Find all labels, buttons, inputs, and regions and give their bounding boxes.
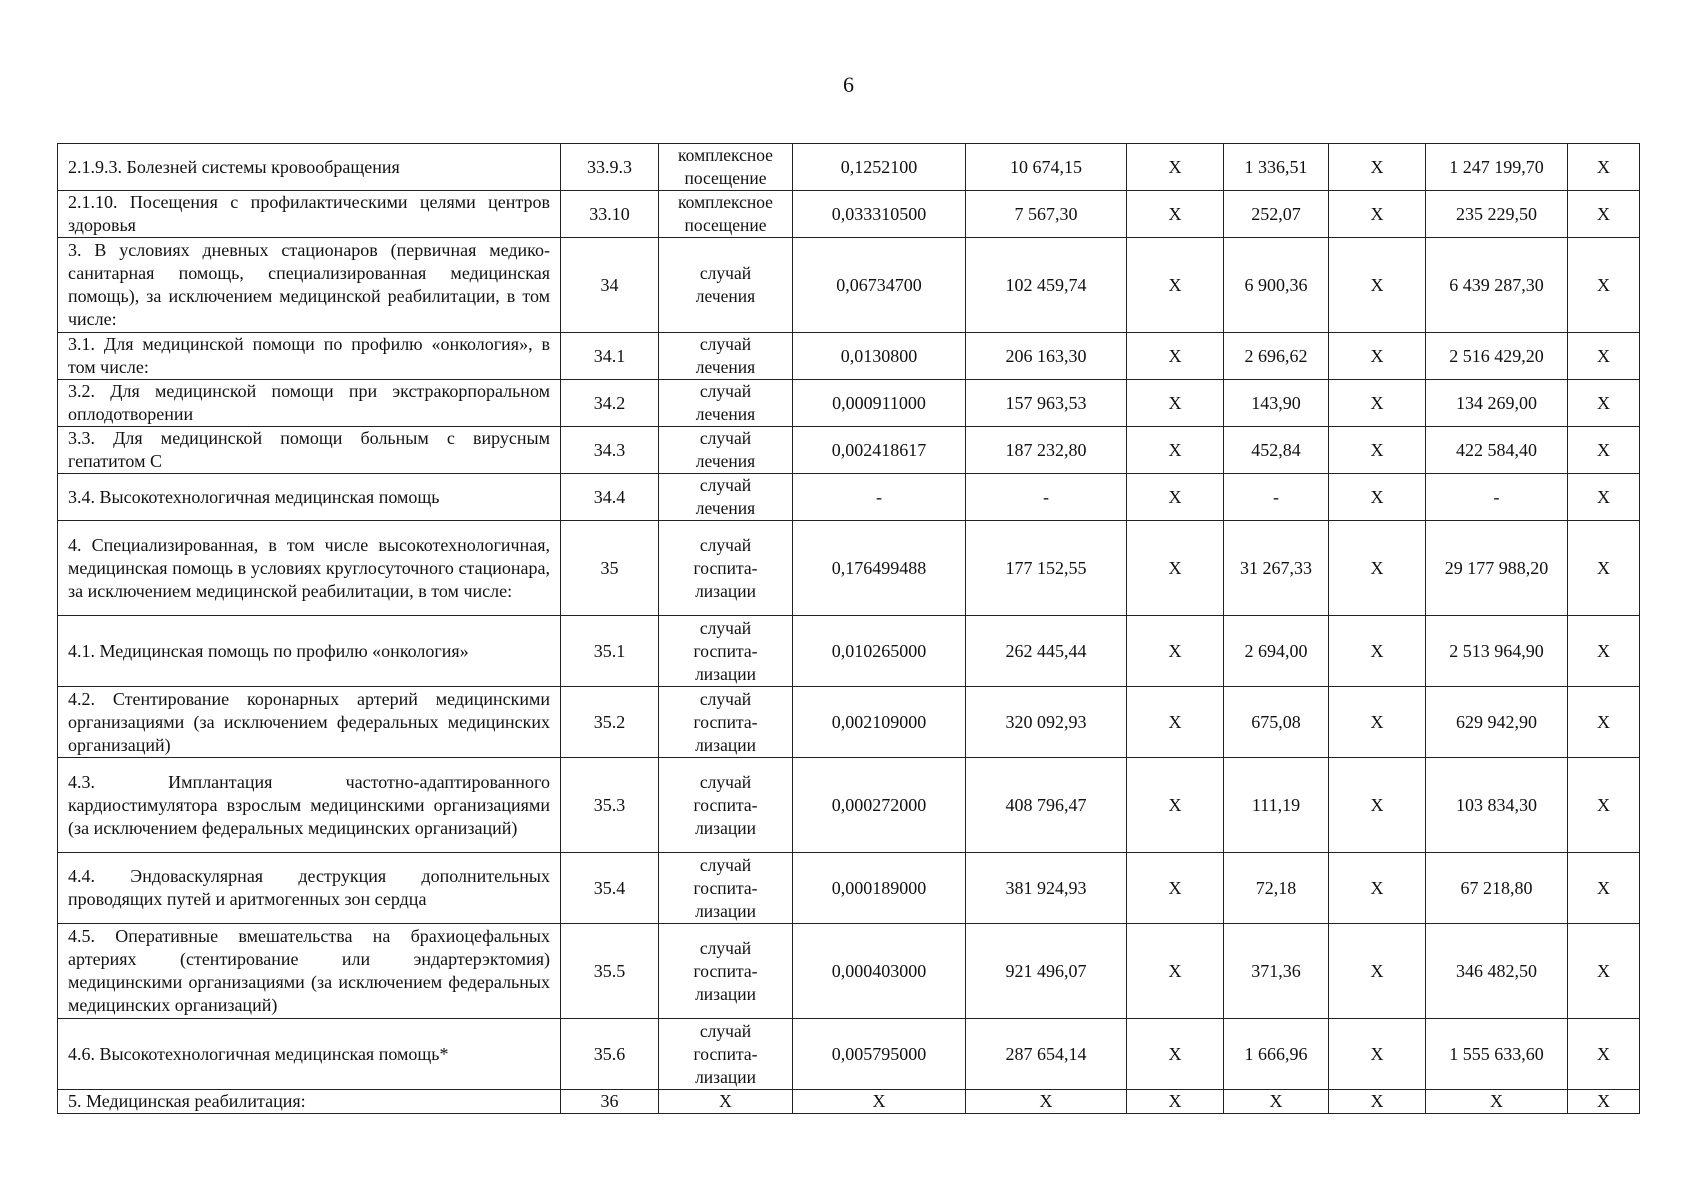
cell-cost: 10 674,15 <box>966 144 1127 191</box>
unit-line: лечения <box>695 357 756 377</box>
cell-col8: X <box>1329 191 1426 238</box>
cell-cost: 320 092,93 <box>966 687 1127 758</box>
unit-line: лизации <box>695 663 756 684</box>
cell-col7: 31 267,33 <box>1224 521 1329 616</box>
table-row <box>58 191 1640 238</box>
cell-col9: 235 229,50 <box>1426 191 1568 238</box>
cell-col10: X <box>1568 191 1640 238</box>
table-body <box>58 144 1640 1114</box>
cell-col9: 2 516 429,20 <box>1426 333 1568 380</box>
cell-col7: 1 666,96 <box>1224 1019 1329 1090</box>
cell-col8: X <box>1329 1090 1426 1114</box>
cell-col7: 675,08 <box>1224 687 1329 758</box>
cell-code: 33.9.3 <box>561 144 659 191</box>
unit-line: случай <box>699 334 752 354</box>
unit-line: госпита- <box>693 711 758 732</box>
cell-norm: X <box>793 1090 966 1114</box>
cell-col8: X <box>1329 427 1426 474</box>
cell-name: 3.4. Высокотехнологичная медицинская помощь <box>58 474 561 521</box>
cell-col6: X <box>1127 144 1224 191</box>
cell-col8: X <box>1329 238 1426 333</box>
cell-col7: 1 336,51 <box>1224 144 1329 191</box>
unit-line: посещение <box>684 168 767 188</box>
cell-code: 35.6 <box>561 1019 659 1090</box>
unit-line: комплексное <box>678 192 773 212</box>
cell-col6: X <box>1127 238 1224 333</box>
cell-norm: 0,000272000 <box>793 758 966 853</box>
cell-col6: X <box>1127 333 1224 380</box>
unit-line: лизации <box>695 983 756 1004</box>
cell-col8: X <box>1329 144 1426 191</box>
cell-col10: X <box>1568 687 1640 758</box>
cell-unit <box>659 474 793 521</box>
unit-line: лечения <box>695 498 756 518</box>
unit-line: случай <box>699 617 752 638</box>
cell-col6: X <box>1127 380 1224 427</box>
cell-norm: 0,002418617 <box>793 427 966 474</box>
cell-norm: 0,06734700 <box>793 238 966 333</box>
table-row <box>58 333 1640 380</box>
cell-col8: X <box>1329 924 1426 1019</box>
cell-unit <box>659 238 793 333</box>
cell-unit <box>659 380 793 427</box>
cell-norm: 0,033310500 <box>793 191 966 238</box>
unit-line: случай <box>699 688 752 709</box>
unit-line: случай <box>699 771 752 792</box>
cell-col9: - <box>1426 474 1568 521</box>
cell-code: 35.4 <box>561 853 659 924</box>
cell-col10: X <box>1568 144 1640 191</box>
cell-code: 34 <box>561 238 659 333</box>
cell-name: 4.5. Оперативные вмешательства на брахиоцефальных артериях (стентирование или эндартерэктомия) медицинскими организациями (за исключением федеральных медицинских организаций) <box>58 924 561 1019</box>
cell-norm: 0,0130800 <box>793 333 966 380</box>
table-row <box>58 521 1640 616</box>
cell-col8: X <box>1329 853 1426 924</box>
cell-col9: 103 834,30 <box>1426 758 1568 853</box>
cell-code: 35.2 <box>561 687 659 758</box>
cell-col10: X <box>1568 924 1640 1019</box>
cell-cost: 102 459,74 <box>966 238 1127 333</box>
cell-name: 4.2. Стентирование коронарных артерий медицинскими организациями (за исключением федеральных медицинских организаций) <box>58 687 561 758</box>
cell-norm: - <box>793 474 966 521</box>
cell-col6: X <box>1127 474 1224 521</box>
cell-norm: 0,002109000 <box>793 687 966 758</box>
unit-line: лечения <box>695 286 756 306</box>
unit-line: случай <box>699 937 752 958</box>
cell-norm: 0,000189000 <box>793 853 966 924</box>
table-row <box>58 758 1640 853</box>
cell-col6: X <box>1127 1090 1224 1114</box>
cell-norm: 0,010265000 <box>793 616 966 687</box>
cell-cost: 157 963,53 <box>966 380 1127 427</box>
cell-norm: 0,1252100 <box>793 144 966 191</box>
unit-line: госпита- <box>693 557 758 578</box>
cell-col10: X <box>1568 474 1640 521</box>
cell-cost: X <box>966 1090 1127 1114</box>
cell-code: 35.5 <box>561 924 659 1019</box>
unit-line: госпита- <box>693 877 758 898</box>
cell-col8: X <box>1329 616 1426 687</box>
cell-col6: X <box>1127 521 1224 616</box>
cell-col10: X <box>1568 616 1640 687</box>
table-row <box>58 853 1640 924</box>
cell-name: 3. В условиях дневных стационаров (первичная медико-санитарная помощь, специализированная медицинская помощь), за исключением медицинской реабилитации, в том числе: <box>58 238 561 333</box>
cell-col6: X <box>1127 191 1224 238</box>
cell-col8: X <box>1329 333 1426 380</box>
cell-col9: 1 555 633,60 <box>1426 1019 1568 1090</box>
cell-cost: 177 152,55 <box>966 521 1127 616</box>
cell-code: 35.3 <box>561 758 659 853</box>
cell-col10: X <box>1568 521 1640 616</box>
cell-col6: X <box>1127 758 1224 853</box>
cell-col6: X <box>1127 616 1224 687</box>
unit-line: случай <box>699 263 752 283</box>
table-row <box>58 474 1640 521</box>
cell-col10: X <box>1568 333 1640 380</box>
cell-unit <box>659 1090 793 1114</box>
table-row <box>58 238 1640 333</box>
cell-unit <box>659 758 793 853</box>
cell-unit <box>659 1019 793 1090</box>
cell-col10: X <box>1568 1090 1640 1114</box>
cell-unit <box>659 191 793 238</box>
cell-name: 4.1. Медицинская помощь по профилю «онкология» <box>58 616 561 687</box>
cell-name: 4.3. Имплантация частотно-адаптированного кардиостимулятора взрослым медицинскими организациями (за исключением федеральных медицинских организаций) <box>58 758 561 853</box>
cell-col6: X <box>1127 427 1224 474</box>
cell-unit <box>659 521 793 616</box>
unit-line: лечения <box>695 404 756 424</box>
table-row <box>58 1090 1640 1114</box>
unit-line: посещение <box>684 215 767 235</box>
cell-col10: X <box>1568 853 1640 924</box>
cell-unit <box>659 333 793 380</box>
cell-name: 2.1.10. Посещения с профилактическими целями центров здоровья <box>58 191 561 238</box>
unit-line: госпита- <box>693 1043 758 1064</box>
unit-line: комплексное <box>678 145 773 165</box>
cell-col9: 29 177 988,20 <box>1426 521 1568 616</box>
cell-cost: 262 445,44 <box>966 616 1127 687</box>
cell-code: 34.1 <box>561 333 659 380</box>
table-row <box>58 1019 1640 1090</box>
cell-cost: 287 654,14 <box>966 1019 1127 1090</box>
cell-cost: 206 163,30 <box>966 333 1127 380</box>
cell-cost: - <box>966 474 1127 521</box>
cell-cost: 408 796,47 <box>966 758 1127 853</box>
unit-line: лизации <box>695 580 756 601</box>
unit-line: случай <box>699 534 752 555</box>
table-row <box>58 144 1640 191</box>
cell-code: 34.3 <box>561 427 659 474</box>
cell-col10: X <box>1568 1019 1640 1090</box>
cell-col6: X <box>1127 853 1224 924</box>
cell-col8: X <box>1329 474 1426 521</box>
table-row <box>58 924 1640 1019</box>
cell-col9: 6 439 287,30 <box>1426 238 1568 333</box>
cell-cost: 921 496,07 <box>966 924 1127 1019</box>
cell-unit <box>659 427 793 474</box>
cell-name: 4.4. Эндоваскулярная деструкция дополнительных проводящих путей и аритмогенных зон сердца <box>58 853 561 924</box>
cell-unit <box>659 616 793 687</box>
unit-line: случай <box>699 1020 752 1041</box>
cell-col9: 2 513 964,90 <box>1426 616 1568 687</box>
cell-col8: X <box>1329 758 1426 853</box>
table-row <box>58 427 1640 474</box>
cell-col10: X <box>1568 238 1640 333</box>
cell-name: 5. Медицинская реабилитация: <box>58 1090 561 1114</box>
cell-code: 35.1 <box>561 616 659 687</box>
unit-line: госпита- <box>693 794 758 815</box>
cell-cost: 187 232,80 <box>966 427 1127 474</box>
cell-col7: 6 900,36 <box>1224 238 1329 333</box>
cell-col9: 134 269,00 <box>1426 380 1568 427</box>
cell-name: 3.1. Для медицинской помощи по профилю «онкология», в том числе: <box>58 333 561 380</box>
unit-line: случай <box>699 428 752 448</box>
cell-cost: 7 567,30 <box>966 191 1127 238</box>
unit-line: X <box>719 1091 732 1111</box>
cell-code: 33.10 <box>561 191 659 238</box>
cell-col10: X <box>1568 427 1640 474</box>
cell-col7: 2 696,62 <box>1224 333 1329 380</box>
page-number: 6 <box>843 72 854 97</box>
unit-line: лизации <box>695 900 756 921</box>
cell-unit <box>659 924 793 1019</box>
cell-col6: X <box>1127 1019 1224 1090</box>
cell-col6: X <box>1127 924 1224 1019</box>
unit-line: лизации <box>695 1066 756 1087</box>
cell-col7: - <box>1224 474 1329 521</box>
cell-unit <box>659 144 793 191</box>
cell-norm: 0,176499488 <box>793 521 966 616</box>
unit-line: случай <box>699 854 752 875</box>
cell-name: 2.1.9.3. Болезней системы кровообращения <box>58 144 561 191</box>
unit-line: лечения <box>695 451 756 471</box>
cell-col8: X <box>1329 380 1426 427</box>
cell-col10: X <box>1568 380 1640 427</box>
table-row <box>58 687 1640 758</box>
cell-col7: X <box>1224 1090 1329 1114</box>
unit-line: лизации <box>695 734 756 755</box>
cell-code: 34.4 <box>561 474 659 521</box>
cell-col7: 2 694,00 <box>1224 616 1329 687</box>
table-row <box>58 616 1640 687</box>
cell-col9: 1 247 199,70 <box>1426 144 1568 191</box>
cell-name: 3.3. Для медицинской помощи больным с вирусным гепатитом С <box>58 427 561 474</box>
cell-norm: 0,000911000 <box>793 380 966 427</box>
cell-col7: 452,84 <box>1224 427 1329 474</box>
cell-col9: 629 942,90 <box>1426 687 1568 758</box>
cell-name: 4.6. Высокотехнологичная медицинская помощь* <box>58 1019 561 1090</box>
cell-col9: X <box>1426 1090 1568 1114</box>
unit-line: случай <box>699 381 752 401</box>
cell-code: 34.2 <box>561 380 659 427</box>
cell-norm: 0,005795000 <box>793 1019 966 1090</box>
unit-line: лизации <box>695 817 756 838</box>
cell-col7: 371,36 <box>1224 924 1329 1019</box>
cell-col8: X <box>1329 687 1426 758</box>
unit-line: случай <box>699 475 752 495</box>
cell-col7: 72,18 <box>1224 853 1329 924</box>
cell-unit <box>659 853 793 924</box>
cell-col9: 346 482,50 <box>1426 924 1568 1019</box>
cell-col7: 252,07 <box>1224 191 1329 238</box>
cell-col9: 422 584,40 <box>1426 427 1568 474</box>
cell-col10: X <box>1568 758 1640 853</box>
table-row <box>58 380 1640 427</box>
tariff-table <box>57 143 1640 1114</box>
cell-col7: 111,19 <box>1224 758 1329 853</box>
cell-col7: 143,90 <box>1224 380 1329 427</box>
cell-col9: 67 218,80 <box>1426 853 1568 924</box>
cell-col8: X <box>1329 521 1426 616</box>
cell-name: 3.2. Для медицинской помощи при экстракорпоральном оплодотворении <box>58 380 561 427</box>
cell-norm: 0,000403000 <box>793 924 966 1019</box>
cell-name: 4. Специализированная, в том числе высокотехнологичная, медицинская помощь в условиях круглосуточного стационара, за исключением медицинской реабилитации, в том числе: <box>58 521 561 616</box>
unit-line: госпита- <box>693 640 758 661</box>
cell-col8: X <box>1329 1019 1426 1090</box>
unit-line: госпита- <box>693 960 758 981</box>
cell-unit <box>659 687 793 758</box>
cell-code: 35 <box>561 521 659 616</box>
cell-col6: X <box>1127 687 1224 758</box>
cell-cost: 381 924,93 <box>966 853 1127 924</box>
cell-code: 36 <box>561 1090 659 1114</box>
